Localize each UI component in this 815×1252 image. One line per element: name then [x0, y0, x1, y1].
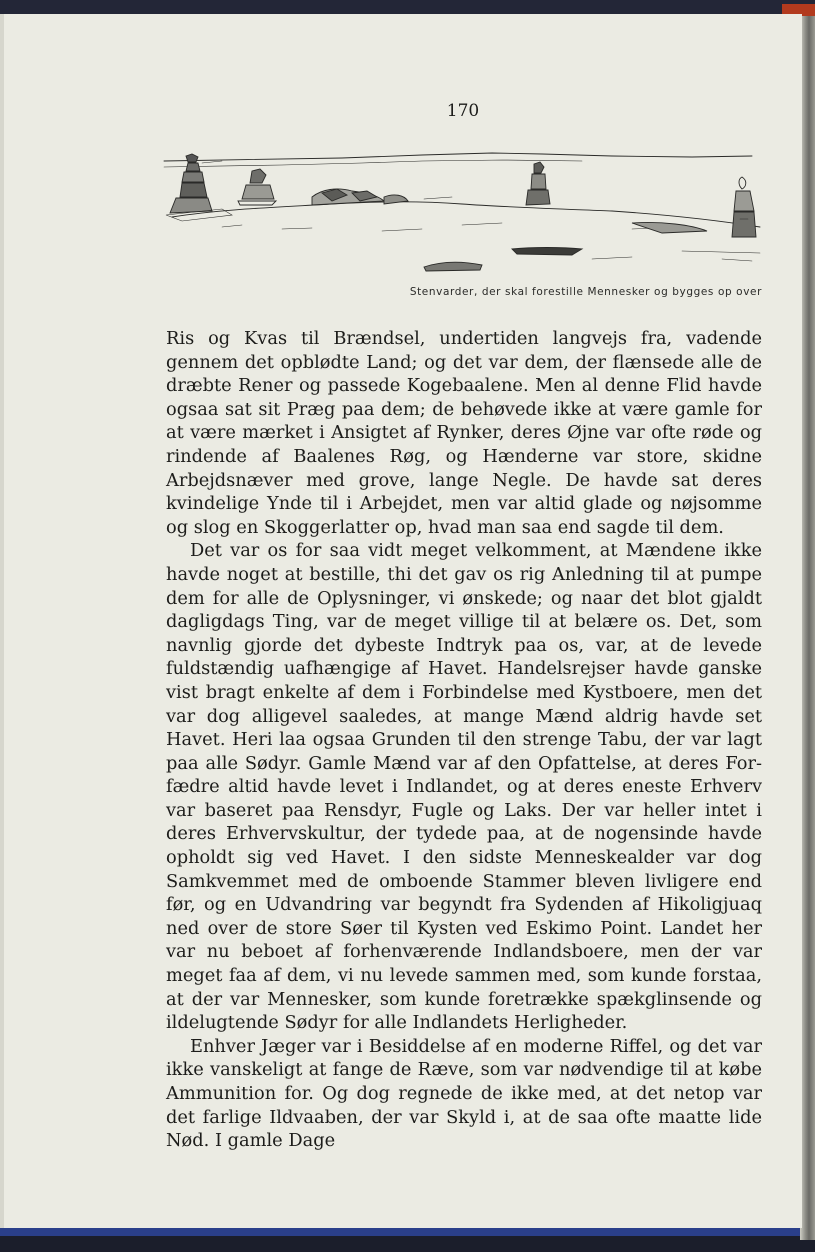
- stone-cairns-illustration: [162, 149, 762, 279]
- body-text: [166, 327, 762, 1153]
- illustration-caption: Stenvarder, der skal forestille Mennesker og bygges op over: [409, 286, 762, 298]
- paragraph: Ris og Kvas til Brændsel, undertiden langvejs fra, vadende gennem det opblødte Land; og det var dem, der flænsede alle de dræbte Rener og passede Kogebaalene. Men al denne Flid havde ogsaa sat sit Præg paa dem; de behøvede ikke at være gamle for at være mærket i Ansigtet af Rynker, deres Øjne var ofte røde og rindende af Baalenes Røg, og Hænderne var store, skidne Arbejdsnæver med grove, lange Negle. De havde sat deres kvindelige Ynde til i Arbejdet, men var altid glade og nøjsomme og slog en Skoggerlatter op, hvad man saa end sagde til dem.: [166, 328, 762, 538]
- paragraph: Enhver Jæger var i Besiddelse af en moderne Riffel, og det var ikke vanskeligt at fange de Ræve, som var nødvendige til at købe Ammunition for. Og dog regnede de ikke med, at det netop var det farlige Ildvaaben, der var Skyld i, at de saa ofte maatte lide Nød. I gamle Dage: [166, 1035, 762, 1152]
- scan-bottom-edge: [0, 1236, 815, 1252]
- book-spine-edge: [800, 10, 815, 1240]
- paragraph: Det var os for saa vidt meget velkomment, at Mændene ikke havde noget at bestille, thi det gav os rig Anledning til at pumpe dem for alle de Oplysninger, vi ønskede; og naar det blot gjaldt dagligdags Ting, var de meget villige til at belære os. Det, som navnlig gjorde det dybeste Indtryk paa os, var, at de levede fuldstændig uafhængige af Havet. Handelsrejser havde ganske vist bragt enkelte af dem i Forbindelse med Kystboere, men det var dog alligevel saaledes, at mange Mænd aldrig havde set Havet. Heri laa ogsaa Grunden til den strenge Tabu, der var lagt paa alle Sødyr. Gamle Mænd var af den Opfattelse, at deres Forfædre altid havde levet i Indlandet, og at deres eneste Erhverv var baseret paa Rensdyr, Fugle og Laks. Der var heller intet i deres Erhvervskultur, der tydede paa, at de nogensinde havde opholdt sig ved Havet. I den sidste Menneskealder var dog Samkvemmet med de omboende Stammer bleven livligere end før, og en Udvandring var begyndt fra Sydenden af Hikoligjuaq ned over de store Søer til Kysten ved Eskimo Point. Landet her var nu beboet af forhenværende Indlandsboere, men der var meget faa af dem, vi nu levede sammen med, som kunde forstaa, at der var Mennesker, som kunde foretrække spækglinsende og ildelugtende Sødyr for alle Indlandets Herligheder.: [166, 540, 762, 1034]
- book-page: [0, 14, 802, 1228]
- page-number: 170: [446, 101, 480, 121]
